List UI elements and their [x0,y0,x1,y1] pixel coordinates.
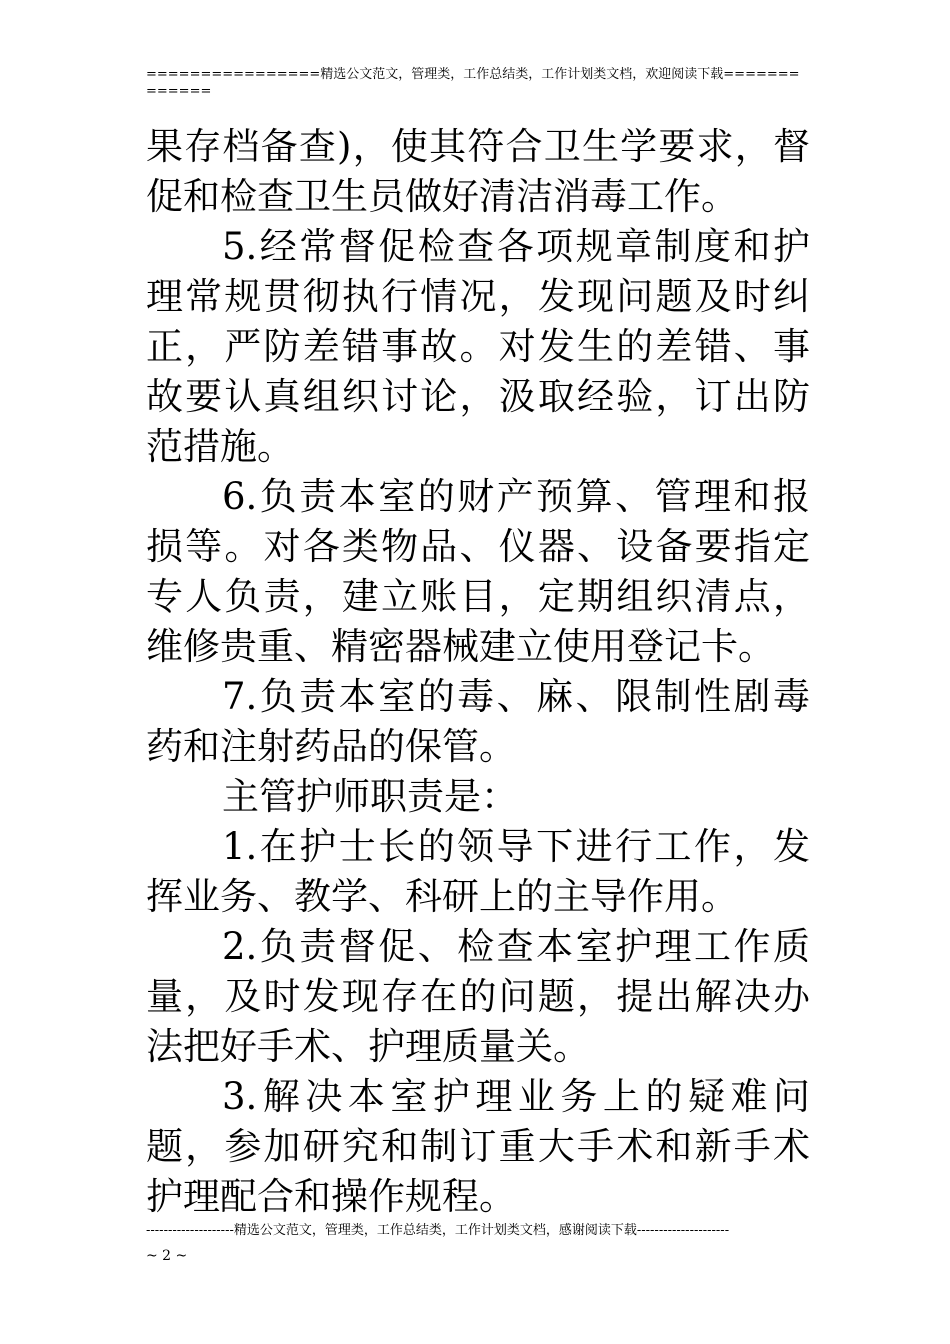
header-banner: ================精选公文范文，管理类，工作总结类，工作计划类文档，欢迎阅读下载============= [146,67,800,99]
page-number: ~ 2 ~ [146,1248,188,1264]
page-footer [146,1222,810,1239]
footer-banner: --------------------精选公文范文，管理类，工作总结类，工作计划类文档，感谢阅读下载--------------------- [146,1223,730,1238]
paragraph-duty-2: 2.负责督促、检查本室护理工作质量，及时发现存在的问题，提出解决办法把好手术、护理质量关。 [146,925,810,1068]
paragraph-duty-1: 1.在护士长的领导下进行工作，发挥业务、教学、科研上的主导作用。 [146,825,810,918]
paragraph-continuation: 果存档备查)，使其符合卫生学要求，督促和检查卫生员做好清洁消毒工作。 [146,125,810,218]
document-body [146,122,810,1222]
page-header [146,66,810,100]
section-heading: 主管护师职责是： [222,775,518,818]
paragraph-item-7: 7.负责本室的毒、麻、限制性剧毒药和注射药品的保管。 [146,675,810,768]
paragraph-item-5: 5.经常督促检查各项规章制度和护理常规贯彻执行情况，发现问题及时纠正，严防差错事故。对发生的差错、事故要认真组织讨论，汲取经验，订出防范措施。 [146,225,810,468]
paragraph-item-6: 6.负责本室的财产预算、管理和报损等。对各类物品、仪器、设备要指定专人负责，建立账目，定期组织清点，维修贵重、精密器械建立使用登记卡。 [146,475,810,668]
paragraph-duty-3: 3.解决本室护理业务上的疑难问题，参加研究和制订重大手术和新手术护理配合和操作规程。 [146,1075,810,1218]
